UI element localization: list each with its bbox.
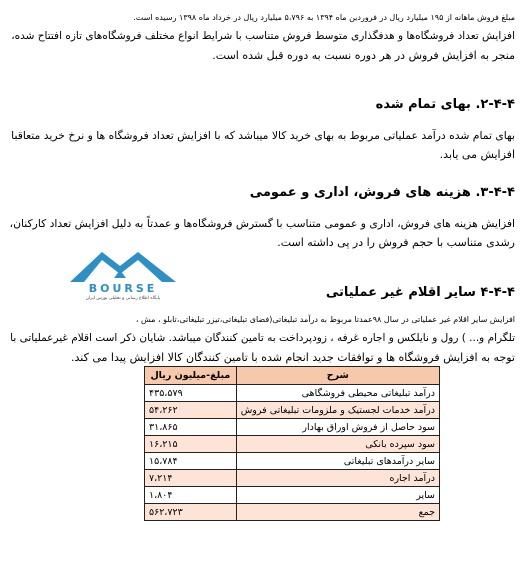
row-value: ۳۱،۸۶۵ — [145, 419, 237, 436]
table-row — [145, 453, 440, 470]
row-value: ۵۴،۲۶۲ — [145, 402, 237, 419]
row-label: سایر درآمدهای تبلیغاتی — [236, 453, 439, 470]
intro-line-1: مبلغ فروش ماهانه از ۱۹۵ میلیارد ریال در فروردین ماه ۱۳۹۴ به ۵،۷۹۶ میلیارد ریال در خرداد ماه ۱۳۹۸ رسیده است. — [133, 13, 515, 22]
row-value: ۱۵،۷۸۴ — [145, 453, 237, 470]
table-row — [145, 402, 440, 419]
other-line-3: توجه به افزایش فروشگاه ها و توافقات جدید انجام شده با تامین کنندگان کالا افزایش پیدا می کند. — [71, 351, 515, 364]
row-label: سود سپرده بانکی — [236, 436, 439, 453]
table-row — [145, 487, 440, 504]
bourse-logo-icon — [62, 248, 184, 300]
cost-of-sales-paragraph — [11, 126, 515, 164]
intro-line-3: منجر به افزایش فروش در هر دوره نسبت به دوره قبل شده است. — [212, 49, 515, 62]
cost-line-1: بهای تمام شده درآمد عملیاتی مربوط به بهای خرید کالا میباشد که با افزایش تعداد فروشگاه ها و نرخ خرید متعاقبا — [11, 129, 515, 142]
row-label: درآمد خدمات لجستیک و ملزومات تبلیغاتی فروش — [236, 402, 439, 419]
other-income-table — [144, 366, 440, 521]
logo-wordmark: BOURSE — [88, 282, 158, 295]
table-row — [145, 470, 440, 487]
row-value: ۱۶،۲۱۵ — [145, 436, 237, 453]
total-value: ۵۶۲،۷۲۳ — [145, 504, 237, 521]
row-value: ۴۳۵،۵۷۹ — [145, 385, 237, 402]
intro-paragraph — [11, 8, 515, 65]
heading-cost-of-sales: ۲-۴-۴. بهای تمام شده — [375, 97, 515, 112]
intro-line-2: افزایش تعداد فروشگاه‌ها و هدفگذاری متوسط فروش متناسب با شرایط انواع مختلف فروشگاه‌های تازه افتتاح شده، — [11, 30, 515, 42]
selling-expenses-paragraph — [10, 214, 515, 252]
heading-other-income: ۴-۴-۴ سایر اقلام غیر عملیاتی — [325, 285, 515, 300]
row-label: سایر — [236, 487, 439, 504]
header-description: شرح — [236, 367, 439, 385]
table-header-row — [145, 367, 440, 385]
other-line-1: افزایش سایر اقلام غیر عملیاتی در سال ۹۸عمدتا مربوط به درآمد تبلیغاتی(فضای تبلیغاتی،تیزر تبلیغاتی،تابلو ، مش ، — [135, 315, 515, 324]
table-row — [145, 419, 440, 436]
cost-line-2: افزایش می یابد. — [439, 148, 515, 161]
bourse-logo — [62, 248, 184, 300]
table-row — [145, 385, 440, 402]
table-row — [145, 436, 440, 453]
row-label: درآمد تبلیغاتی محیطی فروشگاهی — [236, 385, 439, 402]
other-line-2: تلگرام و... ) رول و نایلکس و اجاره غرفه ، زودپرداخت به تامین کنندگان میباشد. شایان ذکر است اقلام غیرعملیاتی با — [10, 332, 515, 344]
expenses-line-2: رشدی متناسب با حجم فروش را در پی داشته است. — [277, 236, 515, 249]
row-label: درآمد اجاره — [236, 470, 439, 487]
header-amount: مبلغ-میلیون ریال — [145, 367, 237, 385]
other-income-paragraph — [10, 310, 515, 367]
row-value: ۷،۲۱۴ — [145, 470, 237, 487]
expenses-line-1: افزایش هزینه های فروش، اداری و عمومی متناسب با گسترش فروشگاه‌ها و عمدتاً به دلیل افزایش تعداد کارکنان، — [9, 217, 515, 230]
row-value: ۱،۸۰۴ — [145, 487, 237, 504]
table-total-row — [145, 504, 440, 521]
row-label: سود حاصل از فروش اوراق بهادار — [236, 419, 439, 436]
total-label: جمع — [236, 504, 439, 521]
logo-caption: پایگاه اطلاع رسانی و تحلیلی بورس ایران — [85, 296, 161, 300]
heading-selling-expenses: ۳-۴-۴. هزینه های فروش، اداری و عمومی — [249, 185, 515, 200]
